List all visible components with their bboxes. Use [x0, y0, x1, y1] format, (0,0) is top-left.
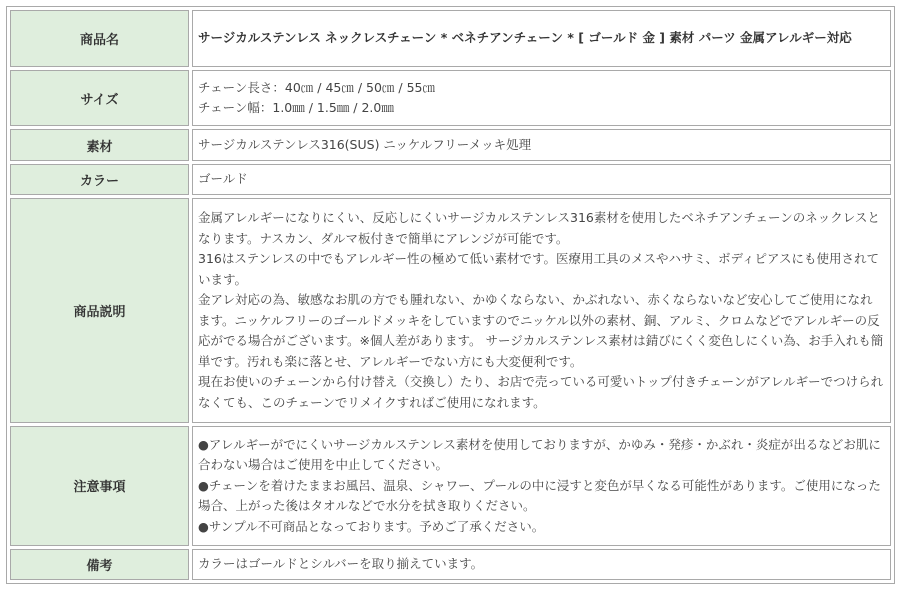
table-row-description — [10, 198, 891, 423]
value-color: ゴールド — [192, 164, 891, 195]
size-length-line: チェーン長さ：40㎝ / 45㎝ / 50㎝ / 55㎝ — [198, 79, 435, 95]
value-remarks: カラーはゴールドとシルバーを取り揃えています。 — [192, 549, 891, 580]
description-paragraph: 金アレ対応の為、敏感なお肌の方でも腫れない、かゆくならない、かぶれない、赤くならないなど安心してご使用になれます。ニッケルフリーのゴールドメッキをしていますのでニッケル以外の素材、銅、アルミ、クロムなどでアレルギーの反応がでる場合がございます。※個人差があります。 サージカルステンレス素材は錆びにくく変色しにくい為、お手入れも簡単です。汚れも楽に落とせ、アレルギーでない方にも大変便利です。 — [198, 292, 884, 369]
header-material: 素材 — [10, 129, 189, 160]
header-description: 商品説明 — [10, 198, 189, 423]
notes-item: ●サンプル不可商品となっております。予めご了承ください。 — [198, 518, 545, 534]
description-paragraph: 金属アレルギーになりにくい、反応しにくいサージカルステンレス316素材を使用したベネチアンチェーンのネックレスとなります。ナスカン、ダルマ板付きで簡単にアレンジが可能です。 — [198, 210, 880, 246]
table-row-size — [10, 70, 891, 127]
value-product-name: サージカルステンレス ネックレスチェーン * ベネチアンチェーン * [ ゴールド 金 ] 素材 パーツ 金属アレルギー対応 — [192, 10, 891, 67]
value-notes — [192, 426, 891, 546]
description-paragraph: 316はステンレスの中でもアレルギー性の極めて低い素材です。医療用工具のメスやハサミ、ボディピアスにも使用されています。 — [198, 251, 879, 287]
value-size — [192, 70, 891, 127]
table-row-color — [10, 164, 891, 195]
product-spec-table — [7, 7, 894, 583]
table-row-material — [10, 129, 891, 160]
table-row-remarks — [10, 549, 891, 580]
header-color: カラー — [10, 164, 189, 195]
table-row-notes — [10, 426, 891, 546]
notes-item: ●チェーンを着けたままお風呂、温泉、シャワー、プールの中に浸すと変色が早くなる可能性があります。ご使用になった場合、上がった後はタオルなどで水分を拭き取りください。 — [198, 477, 881, 514]
product-spec-table-frame — [6, 6, 895, 584]
description-paragraph: 現在お使いのチェーンから付け替え（交換し）たり、お店で売っている可愛いトップ付きチェーンがアレルギーでつけられなくても、このチェーンでリメイクすればご使用になれます。 — [198, 374, 884, 410]
header-notes: 注意事項 — [10, 426, 189, 546]
size-width-line: チェーン幅：1.0㎜ / 1.5㎜ / 2.0㎜ — [198, 100, 394, 116]
header-size: サイズ — [10, 70, 189, 127]
table-row-product-name — [10, 10, 891, 67]
value-material: サージカルステンレス316(SUS) ニッケルフリーメッキ処理 — [192, 129, 891, 160]
header-remarks: 備考 — [10, 549, 189, 580]
header-product-name: 商品名 — [10, 10, 189, 67]
value-description — [192, 198, 891, 423]
notes-item: ●アレルギーがでにくいサージカルステンレス素材を使用しておりますが、かゆみ・発疹・かぶれ・炎症が出るなどお肌に合わない場合はご使用を中止してください。 — [198, 436, 881, 473]
